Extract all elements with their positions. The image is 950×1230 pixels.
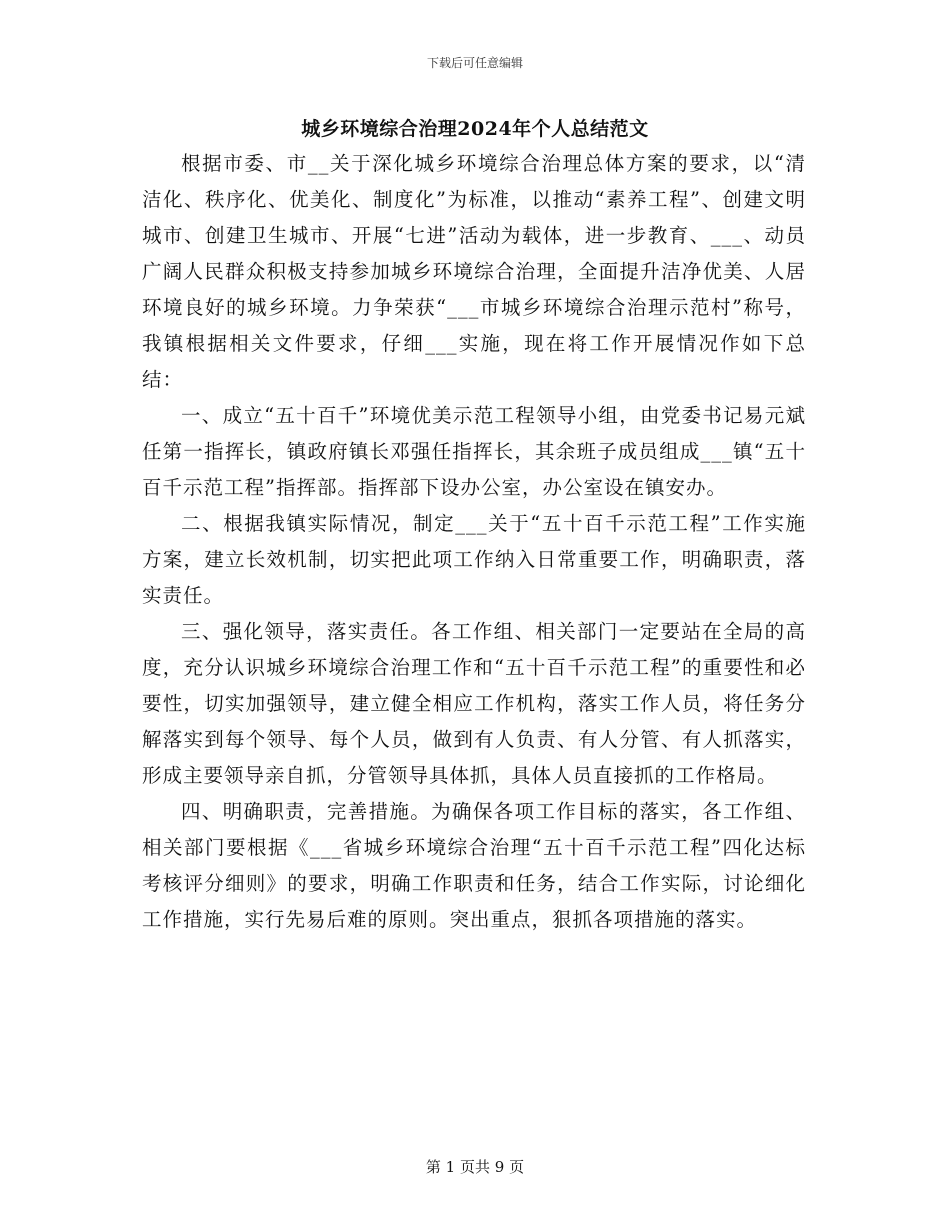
document-title: 城乡环境综合治理2024年个人总结范文 bbox=[301, 118, 649, 140]
header-note: 下载后可任意编辑 bbox=[426, 56, 523, 70]
paragraph-section-3: 三、强化领导，落实责任。各工作组、相关部门一定要站在全局的高度，充分认识城乡环境综合治理工作和“五十百千示范工程”的重要性和必要性，切实加强领导，建立健全相应工作机构，落实工作人员，将任务分解落实到每个领导、每个人员，做到有人负责、有人分管、有人抓落实，形成主要领导亲自抓，分管领导具体抓，具体人员直接抓的工作格局。 bbox=[142, 620, 806, 787]
paragraph-section-2: 二、根据我镇实际情况，制定___关于“五十百千示范工程”工作实施方案，建立长效机制，切实把此项工作纳入日常重要工作，明确职责，落实责任。 bbox=[142, 512, 806, 607]
paragraph-section-4: 四、明确职责，完善措施。为确保各项工作目标的落实，各工作组、相关部门要根据《___省城乡环境综合治理“五十百千示范工程”四化达标考核评分细则》的要求，明确工作职责和任务，结合工作实际，讨论细化工作措施，实行先易后难的原则。突出重点，狠抓各项措施的落实。 bbox=[142, 800, 806, 931]
paragraph-intro: 根据市委、市__关于深化城乡环境综合治理总体方案的要求，以“清洁化、秩序化、优美化、制度化”为标准，以推动“素养工程”、创建文明城市、创建卫生城市、开展“七进”活动为载体，进一步教育、___、动员广阔人民群众积极支持参加城乡环境综合治理，全面提升洁净优美、人居环境良好的城乡环境。力争荣获“___市城乡环境综合治理示范村”称号，我镇根据相关文件要求，仔细___实施，现在将工作开展情况作如下总结： bbox=[142, 152, 806, 391]
document-body bbox=[142, 146, 806, 938]
page-number: 第 1 页共 9 页 bbox=[425, 1158, 525, 1176]
paragraph-section-1: 一、成立“五十百千”环境优美示范工程领导小组，由党委书记易元斌任第一指挥长，镇政府镇长邓强任指挥长，其余班子成员组成___镇“五十百千示范工程”指挥部。指挥部下设办公室，办公室设在镇安办。 bbox=[142, 404, 806, 499]
